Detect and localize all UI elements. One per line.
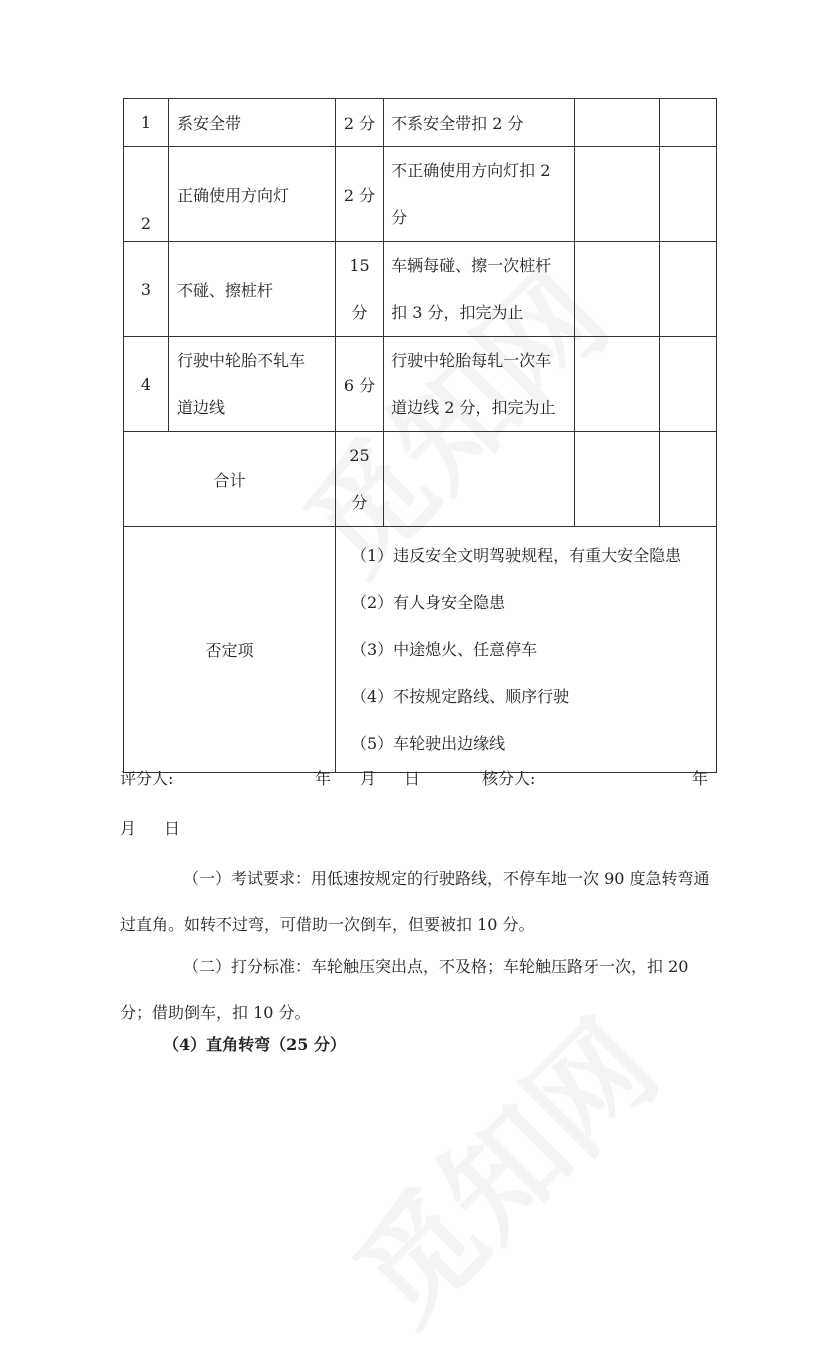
item-score: 2 分 — [335, 147, 383, 242]
item-score — [335, 242, 383, 337]
empty-cell — [659, 432, 716, 527]
day-label: 日 — [404, 769, 421, 788]
empty-cell — [575, 147, 659, 242]
score-line: 分 — [351, 303, 368, 322]
table-row — [124, 337, 717, 432]
signature-line-continued — [120, 816, 208, 839]
rule-line: 行驶中轮胎每轧一次车 — [391, 351, 552, 370]
empty-cell — [575, 432, 659, 527]
signature-line — [120, 766, 720, 790]
veto-item: （4）不按规定路线、顺序行驶 — [350, 687, 570, 706]
rule-line: 不正确使用方向灯扣 2 — [391, 161, 551, 180]
empty-cell — [659, 147, 716, 242]
veto-item: （1）违反安全文明驾驶规程，有重大安全隐患 — [350, 546, 682, 565]
deduction-rule — [384, 337, 575, 432]
item-name — [168, 337, 335, 432]
veto-row — [124, 527, 717, 773]
item-name: 正确使用方向灯 — [168, 147, 335, 242]
rule-line: 车辆每碰、擦一次桩杆 — [391, 256, 552, 275]
item-score: 6 分 — [335, 337, 383, 432]
veto-list — [335, 527, 716, 773]
scoring-table — [123, 98, 717, 773]
score-line: 25 — [349, 446, 370, 465]
empty-cell — [384, 432, 575, 527]
item-score: 2 分 — [335, 99, 383, 147]
row-number: 1 — [124, 99, 169, 147]
year-label: 年 — [315, 769, 332, 788]
table-row — [124, 147, 717, 242]
veto-item: （3）中途熄火、任意停车 — [350, 640, 538, 659]
rule-line: 分 — [391, 208, 408, 227]
total-row — [124, 432, 717, 527]
deduction-rule: 不系安全带扣 2 分 — [384, 99, 575, 147]
row-number: 4 — [124, 337, 169, 432]
section-heading: （4）直角转弯（25 分） — [163, 1035, 346, 1054]
rule-line: 扣 3 分，扣完为止 — [391, 303, 524, 322]
year-label: 年 — [692, 769, 709, 788]
score-line: 15 — [349, 256, 370, 275]
standard-paragraph: （二）打分标准：车轮触压突出点，不及格；车轮触压路牙一次，扣 20 分；借助倒车，扣 10 分。 — [120, 957, 689, 1022]
scorer-label: 评分人: — [120, 769, 174, 788]
deduction-rule — [384, 147, 575, 242]
deduction-rule — [384, 242, 575, 337]
item-line: 道边线 — [176, 398, 225, 417]
veto-item: （5）车轮驶出边缘线 — [350, 734, 506, 753]
total-label: 合计 — [124, 432, 336, 527]
veto-item: （2）有人身安全隐患 — [350, 593, 506, 612]
month-label: 月 — [360, 769, 377, 788]
empty-cell — [659, 242, 716, 337]
empty-cell — [575, 242, 659, 337]
score-line: 分 — [351, 493, 368, 512]
empty-cell — [575, 337, 659, 432]
item-name: 不碰、擦桩杆 — [168, 242, 335, 337]
total-score — [335, 432, 383, 527]
day-label: 日 — [164, 819, 181, 838]
empty-cell — [575, 99, 659, 147]
table-row — [124, 242, 717, 337]
row-number: 3 — [124, 242, 169, 337]
table-row — [124, 99, 717, 147]
item-name: 系安全带 — [168, 99, 335, 147]
month-label: 月 — [120, 819, 137, 838]
veto-label: 否定项 — [124, 527, 336, 773]
item-line: 行驶中轮胎不轧车 — [176, 351, 305, 370]
row-number: 2 — [124, 147, 169, 242]
empty-cell — [659, 99, 716, 147]
rule-line: 道边线 2 分，扣完为止 — [391, 398, 556, 417]
empty-cell — [659, 337, 716, 432]
checker-label: 核分人: — [482, 769, 536, 788]
requirement-paragraph: （一）考试要求：用低速按规定的行驶路线，不停车地一次 90 度急转弯通过直角。如转不过弯，可借助一次倒车，但要被扣 10 分。 — [120, 869, 710, 934]
